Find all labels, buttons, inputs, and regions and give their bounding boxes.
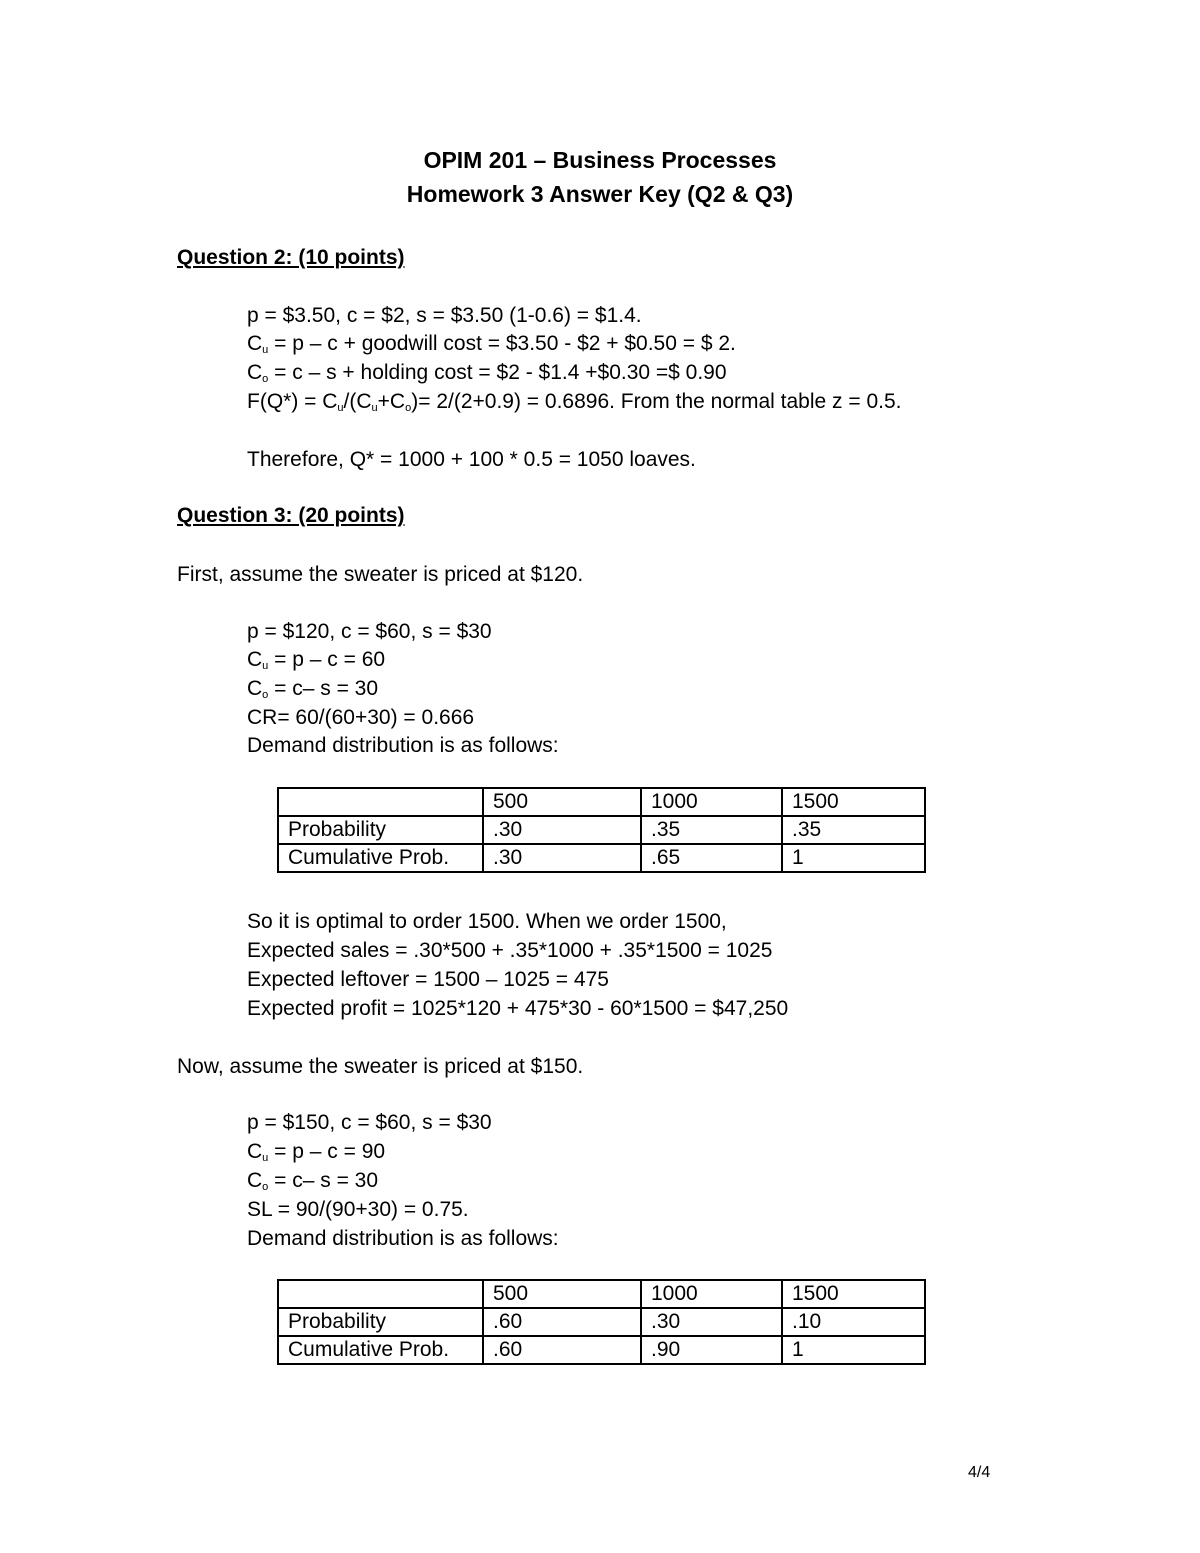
question-3-heading: Question 3: (20 points) bbox=[177, 504, 405, 527]
table-cell: Probability bbox=[278, 816, 483, 844]
table-cell: 1 bbox=[782, 844, 925, 872]
table-cell: .35 bbox=[782, 816, 925, 844]
table-header-row bbox=[278, 1280, 925, 1308]
q2-underage-cost: $C_u = p - c$ + goodwill cost = $3.50 - $2 + $0.50 = $ 2. bbox=[247, 332, 736, 356]
q2-overage-cost: $C_o = c - s$ + holding cost = $2 - $1.4 +$0.30 =$ 0.90 bbox=[247, 361, 727, 385]
q2-parameters: p = $3.50, c = $2, s = $3.50 (1-0.6) = $1.4. bbox=[247, 304, 642, 327]
q3-part2-underage-cost: $C_u = p - c = 90$ bbox=[247, 1140, 386, 1164]
table-cell: .90 bbox=[641, 1336, 782, 1364]
q3-part1-intro: First, assume the sweater is priced at $120. bbox=[177, 563, 584, 586]
q3-part1-underage-cost: $C_u = p - c = 60$ bbox=[247, 648, 386, 672]
q3-part1-parameters: p = $120, c = $60, s = $30 bbox=[247, 620, 492, 643]
q3-part2-intro: Now, assume the sweater is priced at $150. bbox=[177, 1055, 584, 1078]
table-cell: .30 bbox=[641, 1308, 782, 1336]
table-cell bbox=[278, 1280, 483, 1308]
q3-part2-overage-cost: $C_o = c-$ s = 30 bbox=[247, 1169, 379, 1193]
table-cell: .30 bbox=[483, 816, 641, 844]
table-cell: Probability bbox=[278, 1308, 483, 1336]
table-cell: Cumulative Prob. bbox=[278, 844, 483, 872]
table-cell: 1000 bbox=[641, 788, 782, 816]
table-row bbox=[278, 1308, 925, 1336]
table-row bbox=[278, 1336, 925, 1364]
table-cell: 1 bbox=[782, 1336, 925, 1364]
table-row bbox=[278, 816, 925, 844]
q3-part2-parameters: p = $150, c = $60, s = $30 bbox=[247, 1111, 492, 1134]
table-cell: .60 bbox=[483, 1308, 641, 1336]
table-cell: 1500 bbox=[782, 1280, 925, 1308]
table-cell: 1000 bbox=[641, 1280, 782, 1308]
document-subtitle: Homework 3 Answer Key (Q2 & Q3) bbox=[406, 181, 794, 207]
q2-critical-ratio: $F(Q*) = C_u/(C_u+C_o)= 2/(2+0.9) = 0.6896$. From the normal table z = 0.5. bbox=[247, 390, 902, 414]
page-number: 4/4 bbox=[968, 1464, 991, 1481]
q3-part1-optimal: So it is optimal to order 1500. When we order 1500, bbox=[247, 910, 727, 933]
demand-distribution-table-2 bbox=[277, 1279, 926, 1365]
q3-part1-critical-ratio: CR= 60/(60+30) = 0.666 bbox=[247, 706, 475, 729]
table-cell: 1500 bbox=[782, 788, 925, 816]
q3-part1-overage-cost: $C_o = c-$ s = 30 bbox=[247, 677, 379, 701]
document-title: OPIM 201 – Business Processes bbox=[423, 147, 777, 173]
table-cell bbox=[278, 788, 483, 816]
q3-part1-distribution-label: Demand distribution is as follows: bbox=[247, 734, 559, 757]
q3-part2-service-level: SL = 90/(90+30) = 0.75. bbox=[247, 1198, 469, 1221]
table-cell: 500 bbox=[483, 1280, 641, 1308]
table-cell: .35 bbox=[641, 816, 782, 844]
table-cell: .60 bbox=[483, 1336, 641, 1364]
demand-distribution-table-1 bbox=[277, 787, 926, 873]
table-cell: Cumulative Prob. bbox=[278, 1336, 483, 1364]
table-cell: .30 bbox=[483, 844, 641, 872]
table-row bbox=[278, 844, 925, 872]
question-2-heading: Question 2: (10 points) bbox=[177, 246, 405, 269]
q3-part2-distribution-label: Demand distribution is as follows: bbox=[247, 1227, 559, 1250]
table-cell: .10 bbox=[782, 1308, 925, 1336]
q3-part1-expected-leftover: Expected leftover = 1500 – 1025 = 475 bbox=[247, 968, 609, 991]
q3-part1-expected-sales: Expected sales = .30*500 + .35*1000 + .35*1500 = 1025 bbox=[247, 939, 773, 962]
table-header-row bbox=[278, 788, 925, 816]
table-cell: .65 bbox=[641, 844, 782, 872]
q2-conclusion: Therefore, Q* = 1000 + 100 * 0.5 = 1050 loaves. bbox=[247, 448, 696, 471]
q3-part1-expected-profit: Expected profit = 1025*120 + 475*30 - 60*1500 = $47,250 bbox=[247, 997, 789, 1020]
table-cell: 500 bbox=[483, 788, 641, 816]
